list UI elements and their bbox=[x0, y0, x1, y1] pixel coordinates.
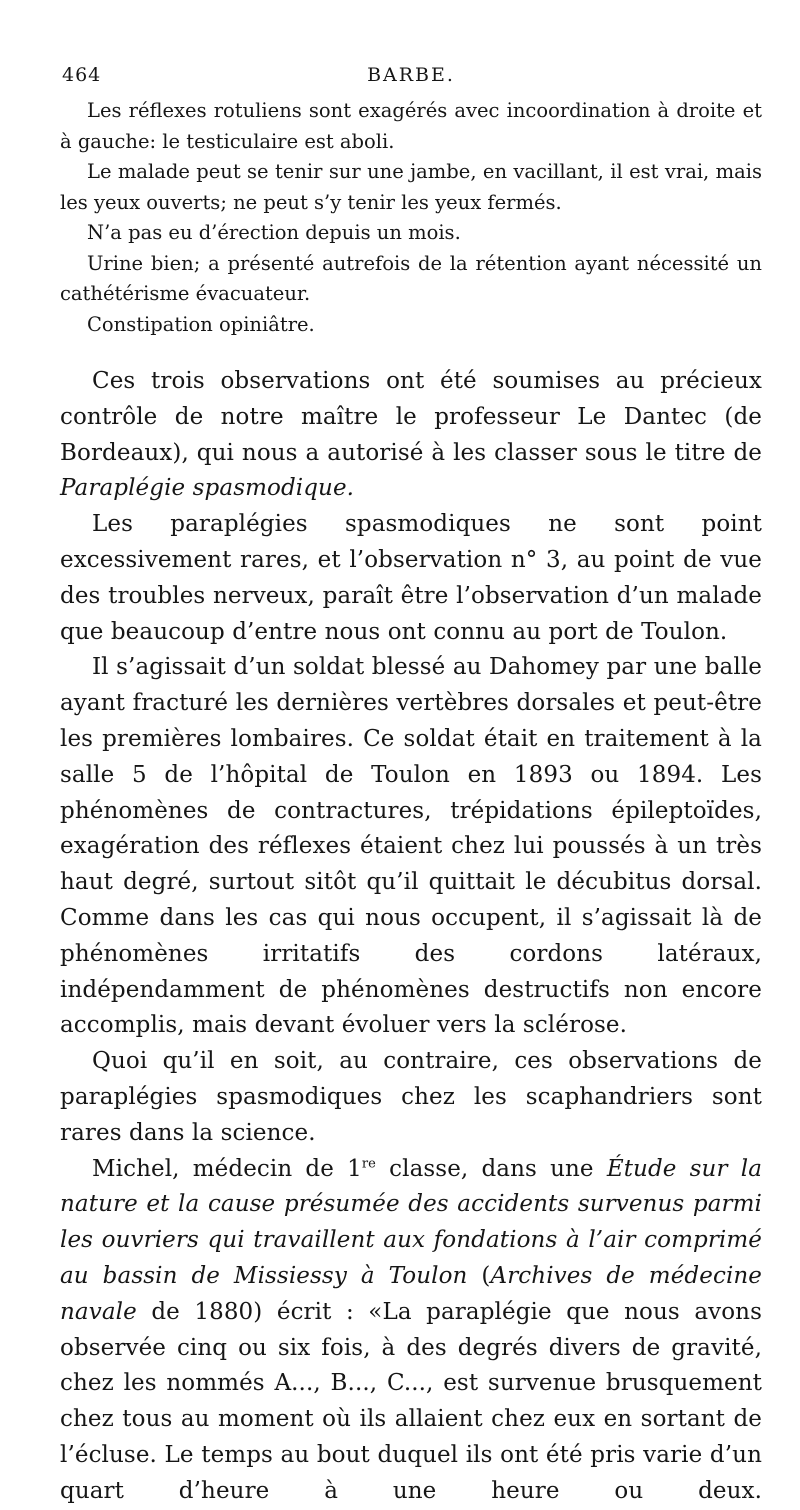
paragraph-soldier-case: Il s’agissait d’un soldat blessé au Dahomey par une balle ayant fracturé les dernières vertèbres dorsales et peut-être les premières lombaires. Ce soldat était en traitement à la salle 5 de l’hôpital de Toulon en 1893 ou 1894. Les phénomènes de contractures, trépidations épileptoïdes, exagération des réflexes étaient chez lui poussés à un très haut degré, surtout sitôt qu’il quittait le décubitus dorsal. Comme dans les cas qui nous occupent, il s’agissait là de phénomènes irritatifs des cordons latéraux, indépendamment de phénomènes destructifs non encore accomplis, mais devant évoluer vers la sclérose. bbox=[60, 654, 762, 1039]
paragraph: Urine bien; a présenté autrefois de la rétention ayant nécessité un cathétérisme évacuateur. bbox=[60, 251, 762, 305]
page-number: 464 bbox=[62, 64, 102, 86]
paragraph: N’a pas eu d’érection depuis un mois. bbox=[87, 221, 461, 244]
paragraph-rarity: Les paraplégies spasmodiques ne sont point excessivement rares, et l’observation n° 3, au point de vue des troubles nerveux, paraît être l’observation d’un malade que beaucoup d’entre nous ont connu au port de Toulon. bbox=[60, 511, 762, 645]
italic-journal-title: Archives de médecine navale bbox=[60, 1262, 763, 1325]
paragraph-divers: Quoi qu’il en soit, au contraire, ces observations de paraplégies spasmodiques chez les scaphandriers sont rares dans la science. bbox=[60, 1048, 762, 1146]
page-header bbox=[60, 60, 762, 96]
paragraph: Le malade peut se tenir sur une jambe, en vacillant, il est vrai, mais les yeux ouverts; ne peut s’y tenir les yeux fermés. bbox=[60, 160, 762, 214]
main-text bbox=[60, 364, 762, 1510]
paragraph: Les réflexes rotuliens sont exagérés avec incoordination à droite et à gauche: le testiculaire est aboli. bbox=[60, 99, 762, 153]
paragraph-michel-citation: Michel, médecin de 1re classe, dans une Étude sur la nature et la cause présumée des accidents survenus parmi les ouvriers qui travaillent aux fondations à l’air comprimé au bassin de Missiessy à Toulon (Archives de médecine navale de 1880) écrit : «La paraplégie que nous avons observée cinq ou six fois, à des degrés divers de gravité, chez les nommés A..., B..., C..., est survenue brusquement chez tous au moment où ils allaient chez eux en sortant de l’écluse. Le temps au bout duquel ils ont été pris varie d’un quart d’heure à une heure ou deux. bbox=[60, 1155, 763, 1504]
running-title: BARBE. bbox=[367, 64, 455, 86]
paragraph-observations: Ces trois observations ont été soumises au précieux contrôle de notre maître le professeur Le Dantec (de Bordeaux), qui nous a autorisé à les classer sous le titre de Paraplégie spasmodique. bbox=[60, 368, 762, 502]
paragraph: Constipation opiniâtre. bbox=[87, 312, 315, 336]
italic-title: Paraplégie spasmodique. bbox=[60, 475, 355, 502]
superscript: re bbox=[361, 1155, 376, 1171]
italic-study-title: Étude sur la nature et la cause présumée des accidents survenus parmi les ouvriers qui travaillent aux fondations à l’air comprimé au bassin de Missiessy à Toulon bbox=[60, 1155, 763, 1289]
observation-notes bbox=[60, 96, 762, 340]
